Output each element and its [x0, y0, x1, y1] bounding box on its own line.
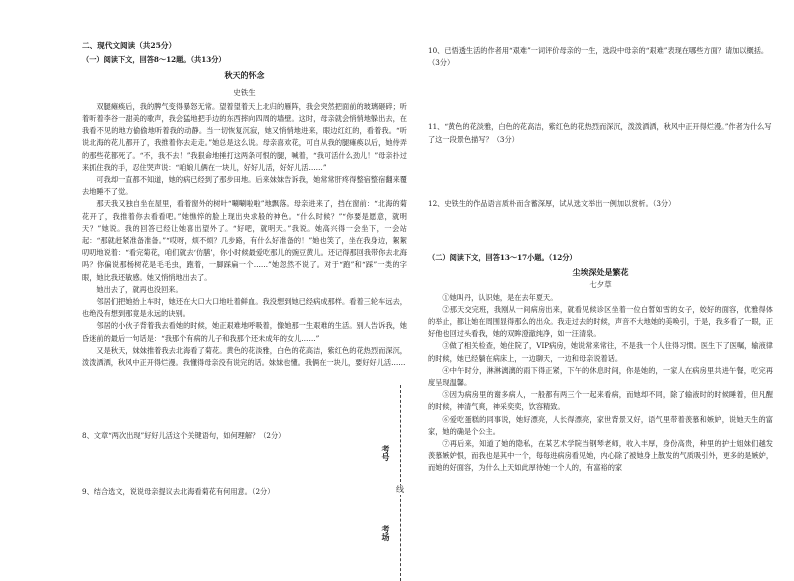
part1-title: （一）阅读下文，回答8～12题。（共13分） — [82, 55, 226, 65]
article1-paragraph: 双腿瘫痪后，我的脾气变得暴怒无常。望着望着天上北归的雁阵，我会突然把面前的玻璃砸碎；听着听着李谷一甜美的歌声，我会猛地把手边的东西摔向四周的墙壁。这时，母亲就会悄悄地躲出去，在我看不见的地方偷偷地听着我的动静。当一切恢复沉寂，她又悄悄地进来，眼边红红的，看着我。“听说北海的花儿都开了，我推着你去走走。”她总是这么说。母亲喜欢花，可自从我的腿瘫痪以后，她侍弄的那些花都死了。“不，我不去！”我狠命地捶打这两条可恨的腿，喊着，“我可活什么劲儿！”母亲扑过来抓住我的手，忍住哭声说：“咱娘儿俩在一块儿，好好儿活，好好儿活……” — [82, 101, 407, 172]
article2-paragraph: ①她叫丹，认识她，是在去年夏天。 — [442, 292, 558, 302]
binding-line-mark: 线 — [396, 485, 404, 494]
article1-title: 秋天的怀念 — [224, 70, 265, 81]
question-11: 11、“黄色的花淡雅，白色的花高洁，紫红色的花热烈而深沉，泼泼洒洒，秋风中正开得烂漫。”作者为什么写了这一段景色描写？（3分） — [428, 122, 772, 144]
article2-paragraph: ④中午时分，淋淋漓漓的雨下得正紧，下午的休息时间，你是她的，一家人在病房里共进午餐，吃完再度呈现温馨。 — [428, 365, 773, 388]
article2-paragraph: ⑥爱吃蛋糕的同事说，她好漂亮，人长得漂亮，家世背景又好，语气里带着羡慕和嫉妒，说她天生的富家，她的确是个公主。 — [428, 414, 773, 436]
part2-title: （二）阅读下文，回答13～17小题。（12分） — [428, 253, 577, 263]
binding-dashed-line — [400, 385, 401, 581]
article1-author: 史铁生 — [233, 87, 256, 97]
right-column — [428, 45, 773, 475]
article1-paragraph: 她出去了，就再也没回来。 — [96, 284, 183, 294]
article1-paragraph: 可我却一直都不知道，她的病已经到了那步田地。后来妹妹告诉我，她常常肝疼得整宿整宿翻来覆去地睡不了觉。 — [82, 175, 407, 197]
article1-paragraph: 邻居们把她抬上车时，她还在大口大口地吐着鲜血。我没想到她已经病成那样。看着三轮车远去，也绝没有想到那竟是永远的诀别。 — [82, 297, 407, 319]
article2-paragraph: ②那天交完班，我刚从一间病房出来，就看见候诊区坐着一位白皙如雪的女子，姣好的面容，优雅得体的举止，都让她在周围显得那么的出众。我走过去的时候，声音不大地她的美唤引，于是，我多看了一眼，正好他也回过头看我，她的双眸澄澈纯净，如一汪清泉。 — [428, 304, 774, 339]
article2-paragraph: ⑦再后来，知道了她的隐私，在某艺术学院当钢琴老师，收入丰厚，身份高贵，种里的护士姐妹们越发羡慕嫉妒恨，而我也是其中一个，每每进病房看见她，内心除了被她身上散发的气质吸引外，更多的是嫉妒，而她的好面容，为什么上天如此厚待她一个人的，有富裕的家 — [428, 439, 774, 473]
article1-paragraph: 邻居的小伙子背着我去看她的时候，她正艰难地呼吸着，像她那一生艰难的生活。别人告诉我，她昏迷前的最后一句话是：“我那个有病的儿子和我那个还未成年的女儿……” — [82, 321, 407, 343]
section-title: 二、现代文阅读（共25分） — [82, 41, 177, 50]
question-8: 8、文章“两次出现”好好儿活这个关键语句，如何理解？（2分） — [82, 431, 286, 440]
article1-paragraph: 那天我又独自坐在屋里，看着窗外的树叶“唰唰啦啦”地飘落。母亲进来了，挡在窗前：“北海的菊花开了，我推着你去看看吧。”她憔悴的脸上现出央求般的神色。“什么时候？”“你要是愿意，就明天？”她说。我的回答已经让她喜出望外了。“好吧，就明天。”我说。她高兴得一会坐下，一会站起：“那就赶紧准备准备。”“哎呀，烦不烦？几步路，有什么好准备的！”她也笑了，坐在我身边，絮絮叨叨地说着：“看完菊花，咱们就去‘仿膳’，你小时候最爱吃那儿的豌豆黄儿。还记得那回我带你去北海吗？你偏说那杨树花是毛毛虫，跑着，一脚踩扁一个……”她忽然不说了。对于“跑”和“踩”一类的字眼，她比我还敏感。她又悄悄地出去了。 — [82, 199, 407, 282]
article2-title: 尘埃深处是繁花 — [572, 267, 629, 278]
article2-paragraph: ⑤因为病房里的谢多病人，一般都有两三个一起来看病，而她却不同，除了输液时的时候睡着，但凡醒的时候，神清气爽，神采奕奕，饮容精致。 — [428, 390, 773, 412]
binding-margin — [375, 385, 415, 581]
question-10: 10、已悟透生活的作者用“艰难”一词评价母亲的一生，选段中母亲的“艰难”表现在哪些方面？请加以概括。（3分） — [428, 46, 769, 68]
article2-author: 七夕草 — [589, 280, 612, 290]
question-9: 9、结合选文，说说母亲提议去北海看菊花有何用意。（2分） — [82, 487, 275, 496]
exam-room-label: 考场 — [381, 525, 391, 541]
article2-paragraph: ③做了相关检查，她住院了，VIP病房，她说常来常往，不是我一个人住得习惯。医生下了医嘱，输液律的时候，她已经躺在病床上，一边聊天，一边和母亲说着话。 — [428, 341, 773, 363]
exam-number-label: 考号 — [381, 445, 391, 461]
question-12: 12、史铁生的作品语言质朴而含蓄深厚，试从选文举出一例加以赏析。（3分） — [428, 198, 676, 208]
article1-paragraph: 又是秋天，妹妹推着我去北海看了菊花。黄色的花淡雅，白色的花高洁，紫红色的花热烈而深沉，泼泼洒洒，秋风中正开得烂漫。我懂得母亲没有说完的话。妹妹也懂。我俩在一块儿，要好好儿活…… — [82, 345, 407, 368]
